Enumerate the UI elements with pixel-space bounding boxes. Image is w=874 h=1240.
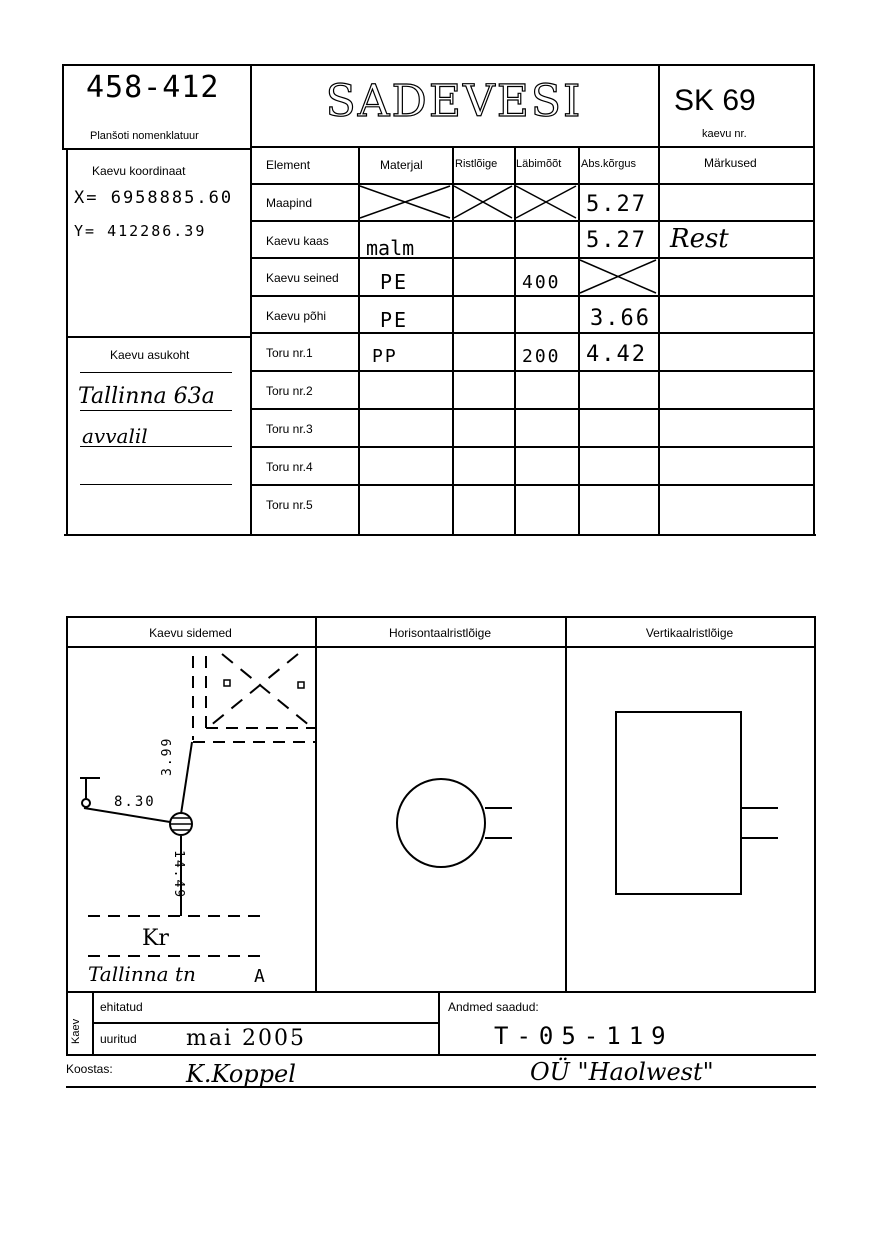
location-line1: Tallinna 63a <box>78 384 215 409</box>
link-line <box>181 742 192 814</box>
col-header-element: Element <box>266 158 311 172</box>
surveyed-value: mai 2005 <box>186 1026 306 1051</box>
well-label: kaevu nr. <box>702 128 747 140</box>
distance-label: 8.30 <box>114 794 156 810</box>
row-label-pipe5: Toru nr.5 <box>266 498 313 512</box>
plan-label: Planšoti nomenklatuur <box>90 130 199 142</box>
building-outline <box>193 654 315 742</box>
col-header-diameter: Läbimõõt <box>516 158 562 170</box>
row-label-bottom: Kaevu põhi <box>266 309 327 323</box>
col-header-notes: Märkused <box>704 156 757 170</box>
bottom-elevation: 3.66 <box>590 306 651 331</box>
pipe1-elevation: 4.42 <box>586 342 647 367</box>
col-header-material: Materjal <box>380 158 423 172</box>
page-title: SADEVESI <box>325 76 583 127</box>
data-source-label: Andmed saadud: <box>448 1000 539 1014</box>
row-label-pipe4: Toru nr.4 <box>266 460 313 474</box>
vertical-section-title: Vertikaalristlõige <box>645 626 734 640</box>
horizontal-section-drawing <box>397 779 512 867</box>
company-value: OÜ "Haolwest" <box>530 1058 714 1086</box>
author-label: Koostas: <box>66 1062 113 1076</box>
location-line2: avvalil <box>82 424 148 448</box>
row-label-lid: Kaevu kaas <box>266 234 329 248</box>
lid-elevation: 5.27 <box>586 228 647 253</box>
hydrant-icon <box>80 778 100 807</box>
coord-x: X= 6958885.60 <box>74 188 234 208</box>
location-label: Kaevu asukoht <box>110 348 190 362</box>
lid-notes: Rest <box>670 224 729 254</box>
street-label: Tallinna tn <box>88 962 196 986</box>
well-number: SK 69 <box>674 84 756 117</box>
row-label-pipe3: Toru nr.3 <box>266 422 313 436</box>
distance-label: 14.49 <box>171 850 186 900</box>
curb-label: Kr <box>142 926 169 951</box>
footer-side-label: Kaev <box>70 1018 82 1044</box>
col-header-section: Ristlõige <box>455 158 498 170</box>
distance-label: 3.99 <box>160 736 175 776</box>
coord-y: Y= 412286.39 <box>74 222 207 240</box>
col-header-elevation: Abs.kõrgus <box>581 158 637 170</box>
data-source-value: T-05-119 <box>494 1022 674 1050</box>
walls-diameter: 400 <box>522 272 561 293</box>
well-symbol-icon <box>170 813 192 835</box>
link-line <box>84 808 170 822</box>
bottom-material: PE <box>380 308 409 332</box>
plan-number: 458-412 <box>86 70 220 105</box>
built-label: ehitatud <box>100 1000 143 1014</box>
row-label-pipe1: Toru nr.1 <box>266 346 313 360</box>
coords-label: Kaevu koordinaat <box>92 164 186 178</box>
vertical-section-drawing <box>616 712 778 894</box>
walls-material: PE <box>380 270 409 294</box>
row-label-ground: Maapind <box>266 196 313 210</box>
links-title: Kaevu sidemed <box>149 626 232 640</box>
horizontal-section-title: Horisontaalristlõige <box>388 626 492 640</box>
author-value: K.Koppel <box>186 1060 296 1088</box>
ground-elevation: 5.27 <box>586 192 647 217</box>
surveyed-label: uuritud <box>100 1032 137 1046</box>
pipe1-material: PP <box>372 346 398 367</box>
row-label-walls: Kaevu seined <box>266 271 339 285</box>
pipe1-diameter: 200 <box>522 346 561 367</box>
lid-material: malm <box>366 236 415 260</box>
row-label-pipe2: Toru nr.2 <box>266 384 313 398</box>
street-mark: A <box>254 966 267 987</box>
